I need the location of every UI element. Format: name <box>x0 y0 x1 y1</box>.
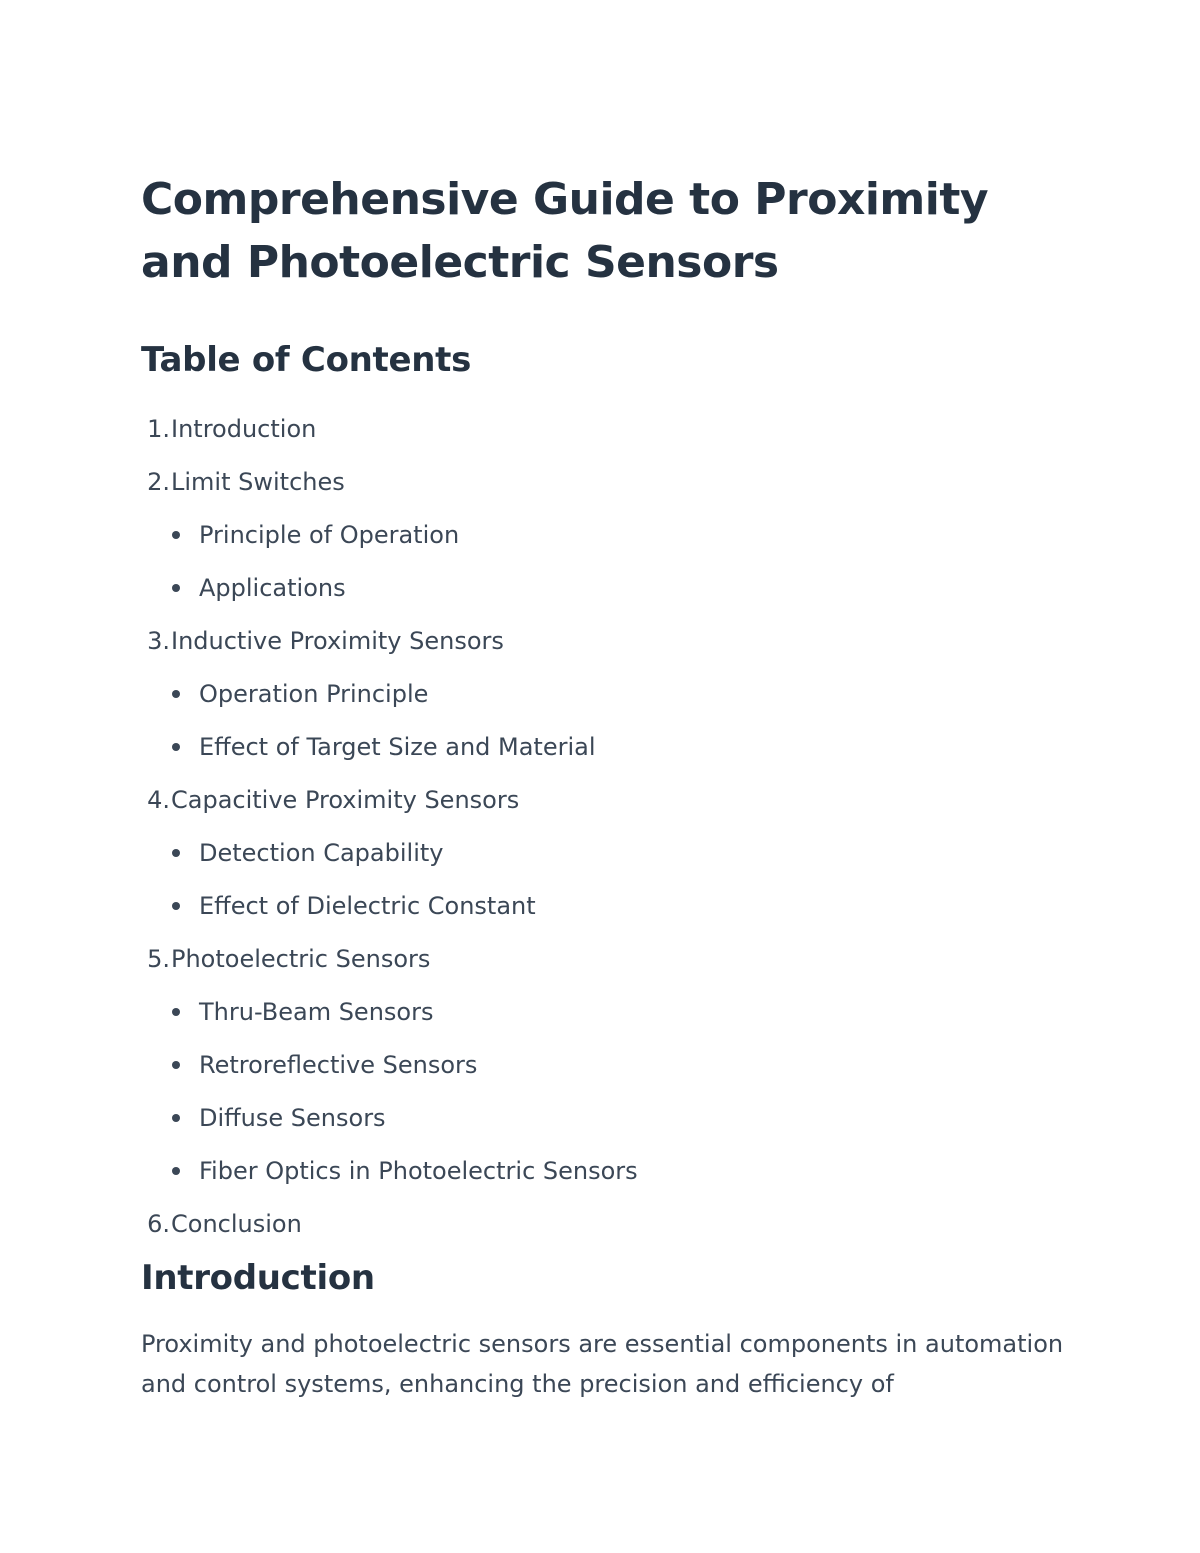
toc-subitem[interactable] <box>141 889 1071 942</box>
toc-subitem[interactable] <box>141 677 1071 730</box>
toc-heading: Table of Contents <box>141 340 472 380</box>
toc-subitem-label: Diffuse Sensors <box>199 1104 386 1132</box>
toc-item-number: 3. <box>147 627 170 655</box>
toc-item[interactable] <box>141 465 1071 518</box>
document-page <box>141 168 1071 1404</box>
toc-item[interactable] <box>141 624 1071 677</box>
bullet-icon <box>172 1061 180 1069</box>
toc-item-label: Photoelectric Sensors <box>171 945 431 973</box>
toc-item-label: Limit Switches <box>171 468 345 496</box>
introduction-heading: Introduction <box>141 1258 375 1298</box>
toc-item[interactable] <box>141 412 1071 465</box>
introduction-paragraph: Proximity and photoelectric sensors are essential components in automation and control systems, enhancing the precision and efficiency of <box>141 1330 1064 1398</box>
toc-subitem[interactable] <box>141 995 1071 1048</box>
document-title: Comprehensive Guide to Proximity and Photoelectric Sensors <box>141 174 989 288</box>
toc-item-number: 1. <box>147 415 170 443</box>
toc-subitem[interactable] <box>141 730 1071 783</box>
toc-subitem[interactable] <box>141 1154 1071 1207</box>
toc-item-number: 4. <box>147 786 170 814</box>
toc-item-number: 5. <box>147 945 170 973</box>
bullet-icon <box>172 531 180 539</box>
bullet-icon <box>172 849 180 857</box>
bullet-icon <box>172 690 180 698</box>
toc-subitem-label: Effect of Target Size and Material <box>199 733 596 761</box>
toc-subitem[interactable] <box>141 836 1071 889</box>
bullet-icon <box>172 1167 180 1175</box>
toc-item-label: Introduction <box>171 415 317 443</box>
toc-item[interactable] <box>141 1207 1071 1260</box>
toc-subitem-label: Applications <box>199 574 346 602</box>
toc-subitem-label: Operation Principle <box>199 680 429 708</box>
bullet-icon <box>172 584 180 592</box>
toc-subitem-label: Principle of Operation <box>199 521 460 549</box>
bullet-icon <box>172 902 180 910</box>
bullet-icon <box>172 743 180 751</box>
toc-item-number: 6. <box>147 1210 170 1238</box>
toc-item-label: Conclusion <box>171 1210 302 1238</box>
toc-subitem[interactable] <box>141 1048 1071 1101</box>
toc-item[interactable] <box>141 942 1071 995</box>
toc-item[interactable] <box>141 783 1071 836</box>
table-of-contents <box>141 412 1071 1260</box>
toc-subitem[interactable] <box>141 1101 1071 1154</box>
toc-subitem-label: Effect of Dielectric Constant <box>199 892 536 920</box>
toc-subitem[interactable] <box>141 518 1071 571</box>
toc-subitem-label: Detection Capability <box>199 839 444 867</box>
toc-subitem-label: Retroreflective Sensors <box>199 1051 478 1079</box>
toc-subitem[interactable] <box>141 571 1071 624</box>
toc-subitem-label: Thru-Beam Sensors <box>199 998 434 1026</box>
toc-subitem-label: Fiber Optics in Photoelectric Sensors <box>199 1157 638 1185</box>
toc-item-number: 2. <box>147 468 170 496</box>
bullet-icon <box>172 1008 180 1016</box>
toc-item-label: Inductive Proximity Sensors <box>171 627 504 655</box>
bullet-icon <box>172 1114 180 1122</box>
toc-item-label: Capacitive Proximity Sensors <box>171 786 520 814</box>
